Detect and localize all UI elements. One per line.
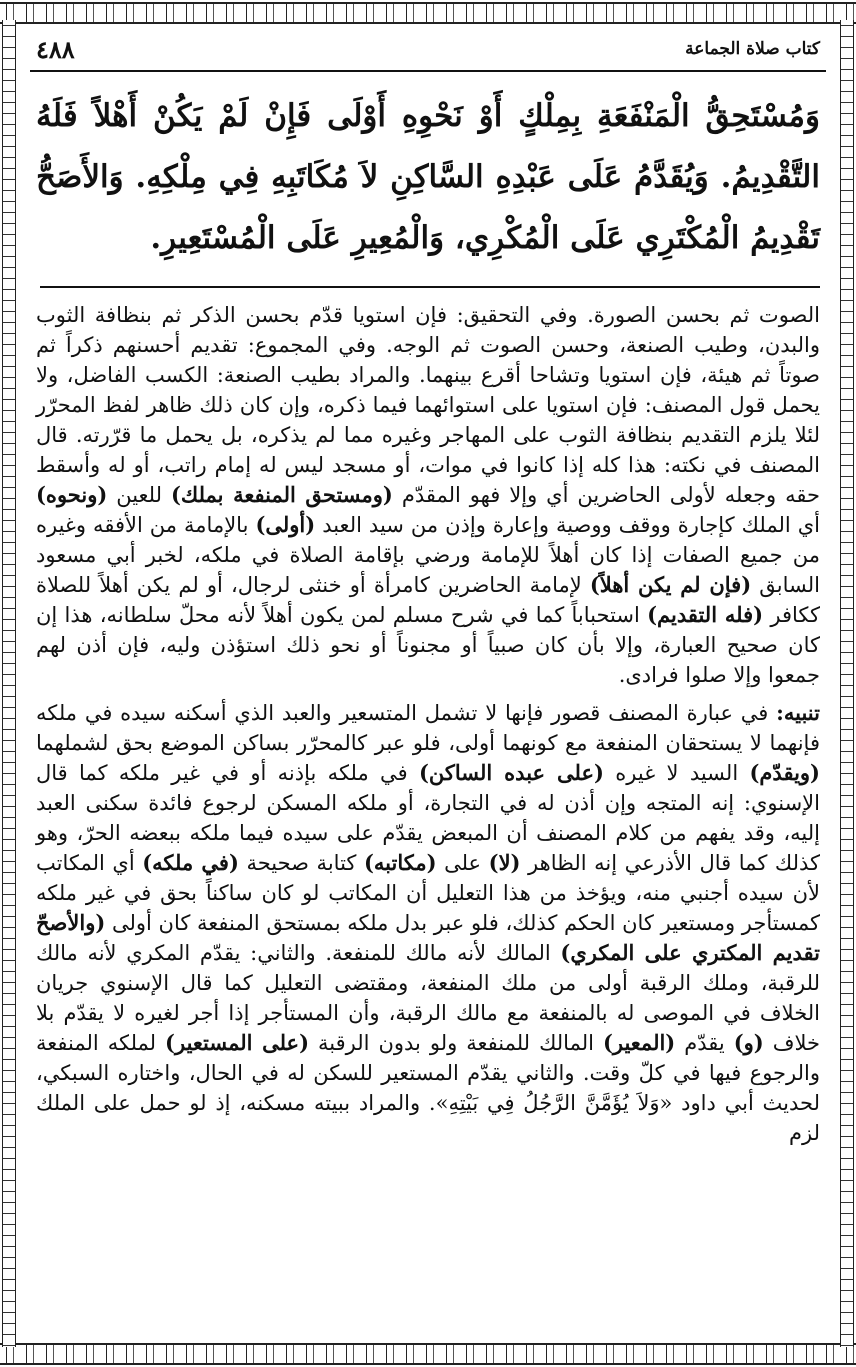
ornamental-border-top <box>0 2 856 24</box>
sharh-text: في عبارة المصنف قصور فإنها لا تشمل المتسعير والعبد الذي أسكنه سيده في ملكه فإنهما لا يستحقان المنفعة مع كونهما أولى، فلو عبر كالمحرّر بساكن الموضع بحق لشملهما <box>36 701 820 755</box>
matn-quote: (أولى) <box>255 512 316 537</box>
matn-quote: (على عبده الساكن) <box>418 760 604 785</box>
sharh-text: السيد لا غيره <box>603 761 750 785</box>
sharh-paragraph-2 <box>36 698 820 1148</box>
matn-quote: (فإن لم يكن أهلاً) <box>589 572 752 597</box>
matn-quote: (لا) <box>488 850 521 875</box>
ornamental-border-left <box>2 20 16 1347</box>
page-header <box>30 28 826 72</box>
matn-text: وَمُسْتَحِقُّ الْمَنْفَعَةِ بِمِلْكٍ أَوْ نَحْوِهِ أَوْلَى فَإِنْ لَمْ يَكُنْ أَهْلاً فَلَهُ التَّقْدِيمُ. وَيُقَدَّمُ عَلَى عَبْدِهِ السَّاكِنِ لاَ مُكَاتَبِهِ فِي مِلْكِهِ. وَالأَصَحُّ تَقْدِيمُ الْمُكْتَرِي عَلَى الْمُكْرِي، وَالْمُعِيرِ عَلَى الْمُسْتَعِيرِ. <box>36 98 821 256</box>
book-page <box>30 28 826 1339</box>
sharh-text: كتابة صحيحة <box>238 851 364 875</box>
sharh-text: استحباباً كما في شرح مسلم لمن يكون أهلاً لأنه محلّ سلطانه، هذا إن كان صحيح العبارة، وإلا بأن كان صبياً أو مجنوناً أو نحو ذلك استؤذن وليه، فإن أذن لهم جمعوا وإلا صلوا فرادى. <box>36 603 820 687</box>
sharh-text: المالك لأنه مالك للمنفعة. والثاني: يقدّم المكري لأنه مالك للرقبة، وملك الرقبة أولى من ملك المنفعة، ومقتضى التعليل كما قال الإسنوي جريان الخلاف في الموصى له بالمنفعة مع مالك الرقبة، وأن المستأجر إذا أجر لغيره لا يقدّم بلا خلاف <box>36 941 821 1055</box>
matn-quote: (على المستعير) <box>165 1030 310 1055</box>
matn-quote: (ويقدّم) <box>749 760 820 785</box>
ornamental-border-right <box>840 20 854 1347</box>
sharh-text: على <box>436 851 489 875</box>
tanbih-label: تنبيه: <box>776 700 820 725</box>
matn-quote: (فله التقديم) <box>647 602 764 627</box>
sharh-text: في ملكه بإذنه أو في غير ملكه كما قال الإسنوي: إنه المتجه وإن أذن له في التجارة، أو ملكه المسكن لرجوع فائدة سكنى العبد إليه، وقد يفهم من كلام المصنف أن المبعض يقدّم على سيده فيما ملكه ببعضه الحرّ، وهو كذلك كما قال الأذرعي إنه الظاهر <box>36 761 820 875</box>
matn-sharh-separator <box>40 286 820 288</box>
matn-quote: (في ملكه) <box>142 850 239 875</box>
sharh-text: أي المكاتب لأن سيده أجنبي منه، ويؤخذ من هذا التعليل أن المكاتب لو كان ساكناً بحق في غير ملكه كمستأجر ومستعير كان الحكم كذلك، فلو عبر بدل ملكه بمستحق المنفعة كان أولى <box>36 851 820 935</box>
matn-quote: (والأصحّ تقديم المكتري على المكري) <box>36 910 820 965</box>
ornamental-border-bottom <box>0 1343 856 1365</box>
sharh-text: لملكه المنفعة والرجوع فيها في كلّ وقت. والثاني يقدّم المستعير للسكن له في الحال، واختاره السبكي، لحديث أبي داود «وَلاَ يُؤَمَّنَّ الرَّجُلُ فِي بَيْتِهِ». والمراد ببيته مسكنه، إذ لو حمل على الملك لزم <box>36 1031 820 1145</box>
sharh-text: الصوت ثم بحسن الصورة. وفي التحقيق: فإن استويا قدّم بحسن الذكر ثم بنظافة الثوب والبدن، وطيب الصنعة، وحسن الصوت ثم الوجه. وفي المجموع: تقديم أحسنهم ذكراً ثم صوتاً ثم هيئة، فإن استويا وتشاحا أقرع بينهما. والمراد بطيب الصنعة: الكسب الفاضل، ولا يحمل قول المصنف: فإن استويا على استوائهما فيما ذكره، وإن كان ذلك ظاهر لفظ المحرّر لئلا يلزم التقديم بنظافة الثوب على المهاجر وغيره مما لم يذكره، بل يحمل ما قرّرته. قال المصنف في نكته: هذا كله إذا كانوا في موات، أو مسجد ليس له إمام راتب، أو له وأسقط حقه وجعله لأولى الحاضرين أي وإلا فهو المقدّم <box>36 303 820 507</box>
sharh-text: أي الملك كإجارة ووقف ووصية وإعارة وإذن من سيد العبد <box>315 513 820 537</box>
matn-quote: (مكاتبه) <box>363 850 437 875</box>
matn-quote: (ونحوه) <box>36 482 108 507</box>
page-number: ٤٨٨ <box>36 34 75 64</box>
sharh-commentary <box>36 300 820 1152</box>
sharh-text: للعين <box>107 483 171 507</box>
book-title: كتاب صلاة الجماعة <box>685 39 820 59</box>
sharh-text: يقدّم <box>675 1031 734 1055</box>
sharh-text: بالإمامة من الأفقه وغيره من جميع الصفات إذا كان أهلاً للإمامة ورضي بإقامة الصلاة في ملكه، لخبر أبي مسعود السابق <box>36 513 820 597</box>
sharh-text: لإمامة الحاضرين كامرأة أو خنثى لرجال، أو لم يكن أهلاً للصلاة ككافر <box>36 573 820 627</box>
sharh-paragraph-1 <box>36 300 820 690</box>
matn-quote: (المعير) <box>602 1030 676 1055</box>
matn-quote: (و) <box>733 1030 764 1055</box>
sharh-text: المالك للمنفعة ولو بدون الرقبة <box>309 1031 603 1055</box>
matn-quote: (ومستحق المنفعة بملك) <box>170 482 393 507</box>
